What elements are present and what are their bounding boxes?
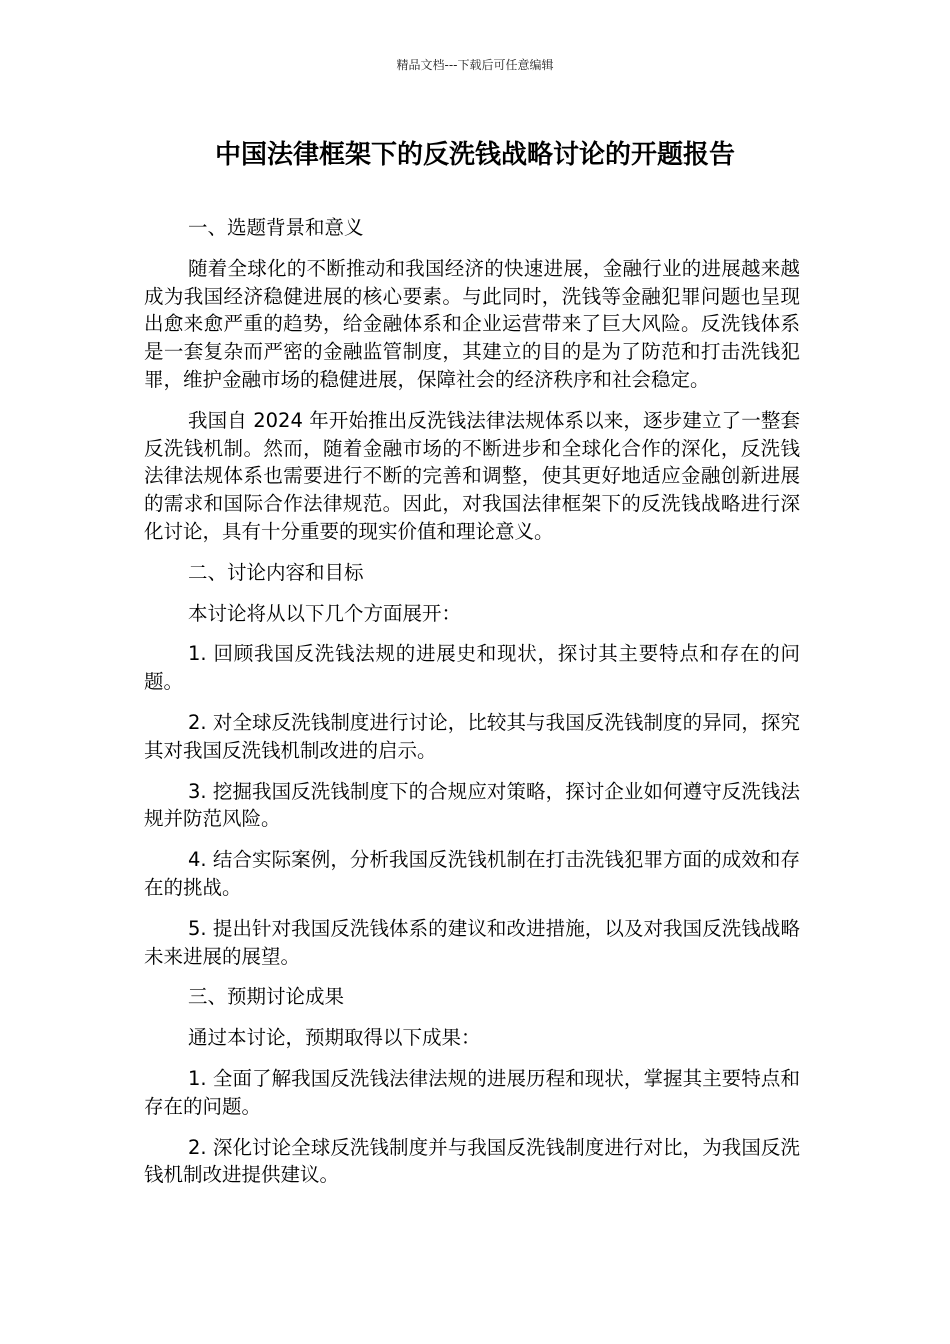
list-item: 3. 挖掘我国反洗钱制度下的合规应对策略，探讨企业如何遵守反洗钱法规并防范风险。: [144, 779, 800, 831]
list-item: 1. 全面了解我国反洗钱法律法规的进展历程和现状，掌握其主要特点和存在的问题。: [144, 1066, 800, 1118]
list-item: 2. 深化讨论全球反洗钱制度并与我国反洗钱制度进行对比，为我国反洗钱机制改进提供建议。: [144, 1135, 800, 1187]
paragraph-history: 我国自 2024 年开始推出反洗钱法律法规体系以来，逐步建立了一整套反洗钱机制。然而，随着金融市场的不断进步和全球化合作的深化，反洗钱法律法规体系也需要进行不断的完善和调整，使其更好地适应金融创新进展的需求和国际合作法律规范。因此，对我国法律框架下的反洗钱战略进行深化讨论，具有十分重要的现实价值和理论意义。: [144, 408, 800, 543]
paragraph-intro: 本讨论将从以下几个方面展开：: [188, 601, 462, 625]
section-heading-background: 一、选题背景和意义: [188, 216, 364, 239]
list-item: 2. 对全球反洗钱制度进行讨论，比较其与我国反洗钱制度的异同，探究其对我国反洗钱机制改进的启示。: [144, 710, 800, 762]
document-body: [144, 214, 800, 1202]
list-item: 1. 回顾我国反洗钱法规的进展史和现状，探讨其主要特点和存在的问题。: [144, 642, 800, 694]
section-heading-content: 二、讨论内容和目标: [188, 560, 364, 584]
list-item: 5. 提出针对我国反洗钱体系的建议和改进措施，以及对我国反洗钱战略未来进展的展望。: [144, 916, 800, 968]
section-heading-results: 三、预期讨论成果: [188, 985, 345, 1009]
paragraph-results-intro: 通过本讨论，预期取得以下成果：: [188, 1026, 481, 1050]
list-item: 4. 结合实际案例，分析我国反洗钱机制在打击洗钱犯罪方面的成效和存在的挑战。: [144, 848, 800, 899]
header-note: 精品文档---下载后可任意编辑: [396, 58, 554, 72]
document-title: 中国法律框架下的反洗钱战略讨论的开题报告: [214, 140, 735, 170]
paragraph-background: 随着全球化的不断推动和我国经济的快速进展，金融行业的进展越来越成为我国经济稳健进展的核心要素。与此同时，洗钱等金融犯罪问题也呈现出愈来愈严重的趋势，给金融体系和企业运营带来了巨大风险。反洗钱体系是一套复杂而严密的金融监管制度，其建立的目的是为了防范和打击洗钱犯罪，维护金融市场的稳健进展，保障社会的经济秩序和社会稳定。: [144, 256, 800, 391]
